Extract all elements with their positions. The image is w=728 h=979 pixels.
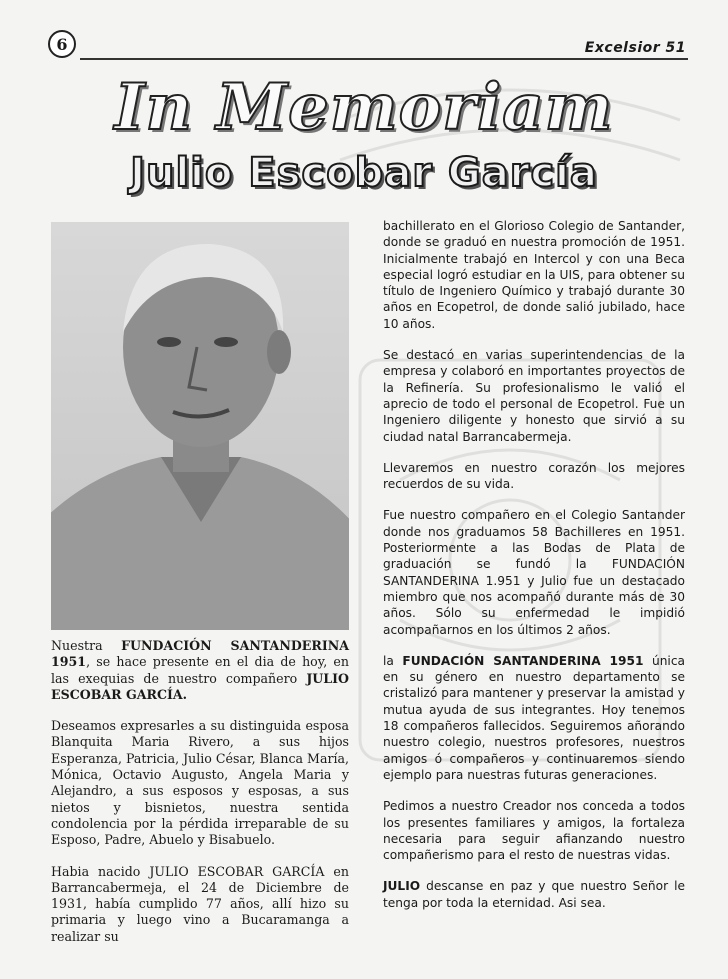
paragraph-foundation: [383, 653, 685, 783]
bold-deceased-name: JULIO ESCOBAR GARCÍA.: [51, 670, 349, 702]
page-number: 6: [56, 34, 68, 54]
portrait-illustration: [51, 222, 349, 630]
magazine-brand: Excelsior 51: [584, 40, 686, 56]
paragraph-rest-in-peace: [383, 878, 685, 911]
title-in-memoriam: In Memoriam: [114, 70, 614, 145]
title-deceased-name: Julio Escobar García: [130, 150, 598, 196]
bold-name: JULIO: [383, 879, 421, 894]
text-run: , se hace presente en el dia de hoy, en las exequias de nuestro compañero: [51, 654, 349, 686]
text-run: Nuestra: [51, 638, 122, 653]
paragraph-biography-start: Habia nacido JULIO ESCOBAR GARCÍA en Barrancabermeja, el 24 de Diciembre de 1931, había cumplido 77 años, allí hizo su primaria y luego vino a Bucaramanga a realizar su: [51, 863, 349, 944]
left-text-column: [51, 638, 349, 960]
bold-foundation-name: FUNDACIÓN SANTANDERINA 1951: [402, 653, 644, 668]
paragraph-memories: Llevaremos en nuestro corazón los mejores recuerdos de su vida.: [383, 460, 685, 492]
header-rule: [80, 58, 688, 60]
paragraph-condolences: Deseamos expresarles a su distinguida esposa Blanquita Maria Rivero, a sus hijos Esperanza, Patricia, Julio César, Blanca María, Mónica, Octavio Augusto, Angela Maria y Alejandro, a sus esposos y esposas, a sus nietos y bisnietos, nuestra sentida condolencia por la pérdida irreparable de su Esposo, Padre, Abuelo y Bisabuelo.: [51, 718, 350, 848]
right-text-column: [383, 218, 685, 926]
paragraph-classmate: Fue nuestro compañero en el Colegio Santander donde nos graduamos 58 Bachilleres en 1951. Posteriormente a las Bodas de Plata de graduación se fundó la FUNDACIÓN SANTANDERINA 1.951 y Julio fue un destacado miembro que nos acompañó durante más de 30 años. Sólo su enfermedad le impidió acompañarnos en los últimos 2 años.: [383, 508, 685, 637]
paragraph-education: bachillerato en el Glorioso Colegio de Santander, donde se graduó en nuestra promoción de 1951. Inicialmente trabajó en Intercol y con una Beca especial logró estudiar en la UIS, para obtener su título de Ingeniero Químico y trabajó durante 30 años en Ecopetrol, de donde salió jubilado, hace 10 años.: [383, 219, 685, 331]
portrait-photo: [51, 222, 349, 630]
text-run: descanse en paz y que nuestro Señor le tenga por toda la eternidad. Asi sea.: [383, 879, 685, 910]
paragraph-career: Se destacó en varias superintendencias de la empresa y colaboró en importantes proyectos de la Refinería. Su profesionalismo le valió el aprecio de todo el personal de Ecopetrol. Fue un Ingeniero diligente y honesto que sirvió a su ciudad natal Barrancabermeja.: [383, 348, 685, 444]
paragraph-prayer: Pedimos a nuestro Creador nos conceda a todos los presentes familiares y amigos, la fortaleza necesaria para seguir afianzando nuestro compañerismo para el resto de nuestras vidas.: [383, 799, 685, 863]
text-run: única en su género en nuestro departamento se cristalizó para mantener y preservar la amistad y mutua ayuda de sus integrantes. Hoy tenemos 18 compañeros fallecidos. Seguiremos añorando nuestro colegio, nuestros profesores, nuestros amigos ó compañeros y continuaremos siendo ejemplo para nuestras futuras generaciones.: [383, 653, 685, 782]
page-number-badge: [48, 30, 76, 58]
bold-foundation-name: FUNDACIÓN SANTANDERINA 1951: [51, 638, 349, 670]
text-run: la: [383, 653, 403, 668]
paragraph-intro: [51, 638, 349, 703]
